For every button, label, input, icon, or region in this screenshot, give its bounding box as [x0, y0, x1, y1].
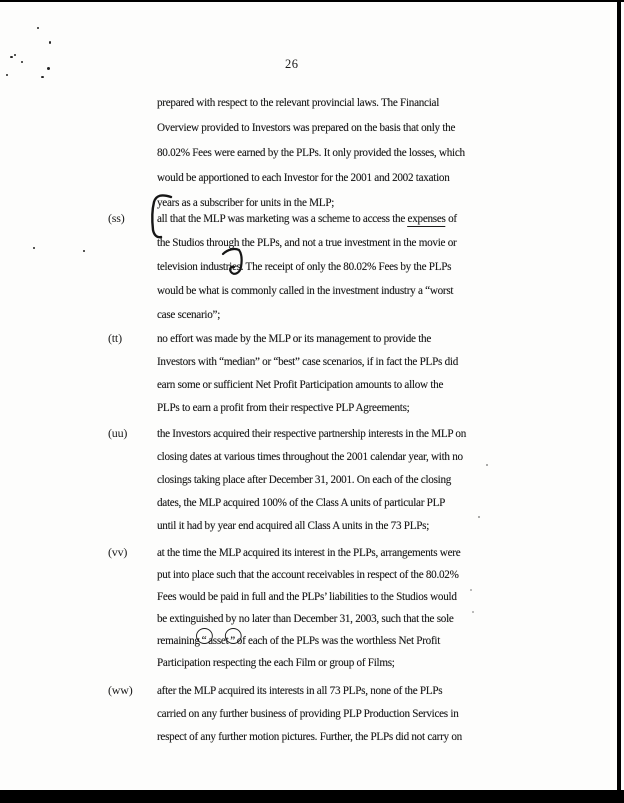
- text-line: Participation respecting the each Film or group of Films;: [157, 655, 395, 669]
- circled-quote-close: ”: [228, 629, 236, 651]
- paragraph-label: (tt): [108, 331, 122, 345]
- page-number: 26: [285, 57, 299, 71]
- text-run: asset: [208, 633, 229, 647]
- text-line: after the MLP acquired its interests in all 73 PLPs, none of the PLPs: [157, 683, 443, 697]
- paragraph-text: [157, 679, 501, 748]
- text-line: respect of any further motion pictures. Further, the PLPs did not carry on: [157, 729, 462, 743]
- paragraph-text: [157, 422, 501, 537]
- text-line: closing dates at various times throughout the 2001 calendar year, with no: [157, 449, 463, 463]
- underlined-word: expenses: [407, 211, 446, 225]
- paragraph-text: [157, 327, 501, 419]
- paragraph-label: (ss): [108, 211, 125, 225]
- scan-speck: [47, 67, 50, 70]
- text-lines: [157, 651, 501, 673]
- scan-speck: [41, 76, 44, 78]
- text-lines: [157, 230, 501, 326]
- paragraph-text: [157, 90, 501, 215]
- text-line: at the time the MLP acquired its interest in the PLPs, arrangements were: [157, 545, 461, 559]
- text-line: case scenario”;: [157, 307, 221, 321]
- paragraph-tt: [108, 327, 527, 419]
- text-run: of: [445, 211, 457, 225]
- text-line: Investors with “median” or “best” case scenarios, if in fact the PLPs did: [157, 354, 459, 368]
- scan-speck: [6, 74, 8, 76]
- text-line: [157, 206, 501, 230]
- text-line: no effort was made by the MLP or its management to provide the: [157, 331, 432, 345]
- text-run: remaining: [157, 633, 200, 647]
- scan-edge-top: [0, 0, 624, 2]
- paragraph-label: (uu): [108, 426, 128, 440]
- handwritten-bracket-open-icon: [147, 193, 173, 240]
- scan-speck: [21, 61, 23, 63]
- circled-quote-open: “: [200, 629, 208, 651]
- paragraph-text: [157, 206, 501, 326]
- text-line: would be what is commonly called in the investment industry a “worst: [157, 283, 454, 297]
- text-line: dates, the MLP acquired 100% of the Class A units of particular PLP: [157, 495, 446, 509]
- scan-edge-bottom: [0, 790, 624, 803]
- scan-speck: [83, 250, 85, 252]
- text-run: all that the MLP was marketing was a scheme to access the: [157, 211, 408, 225]
- paragraph-label: (ww): [108, 683, 133, 697]
- paragraph-vv: [108, 541, 527, 673]
- scan-speck: [14, 54, 16, 56]
- text-run: of each of the PLPs was the worthless Net Profit: [236, 633, 441, 647]
- text-line: years as a subscriber for units in the MLP;: [157, 195, 335, 209]
- text-line: prepared with respect to the relevant provincial laws. The Financial: [157, 95, 440, 109]
- text-line: closings taking place after December 31, 2001. On each of the closing: [157, 472, 452, 486]
- paragraph-ww: [108, 679, 527, 748]
- text-line: the Investors acquired their respective partnership interests in the MLP on: [157, 426, 467, 440]
- text-line: 80.02% Fees were earned by the PLPs. It only provided the losses, which: [157, 145, 465, 159]
- text-line: until it had by year end acquired all Class A units in the 73 PLPs;: [157, 518, 430, 532]
- text-line: would be apportioned to each Investor for the 2001 and 2002 taxation: [157, 170, 450, 184]
- text-line: carried on any further business of providing PLP Production Services in: [157, 706, 459, 720]
- paragraph-label: (vv): [108, 545, 128, 559]
- text-line: be extinguished by no later than December 31, 2003, such that the sole: [157, 611, 454, 625]
- text-line: Overview provided to Investors was prepared on the basis that only the: [157, 120, 456, 134]
- paragraph-text: [157, 541, 501, 673]
- scan-speck: [37, 27, 39, 29]
- text-line: put into place such that the account receivables in respect of the 80.02%: [157, 567, 459, 581]
- text-line: Fees would be paid in full and the PLPs’ liabilities to the Studios would: [157, 589, 457, 603]
- scan-speck: [33, 247, 35, 249]
- scan-speck: [10, 56, 13, 58]
- text-line: television industries. The receipt of only the 80.02% Fees by the PLPs: [157, 259, 452, 273]
- text-line: earn some or sufficient Net Profit Participation amounts to allow the: [157, 377, 444, 391]
- text-line: PLPs to earn a profit from their respective PLP Agreements;: [157, 400, 410, 414]
- paragraph-uu: [108, 422, 527, 537]
- text-line: the Studios through the PLPs, and not a true investment in the movie or: [157, 235, 457, 249]
- handwritten-bracket-close-icon: [221, 246, 245, 277]
- text-lines: [157, 541, 501, 629]
- scan-edge-right: [617, 0, 621, 803]
- scan-speck: [49, 41, 51, 44]
- text-line: [157, 629, 501, 651]
